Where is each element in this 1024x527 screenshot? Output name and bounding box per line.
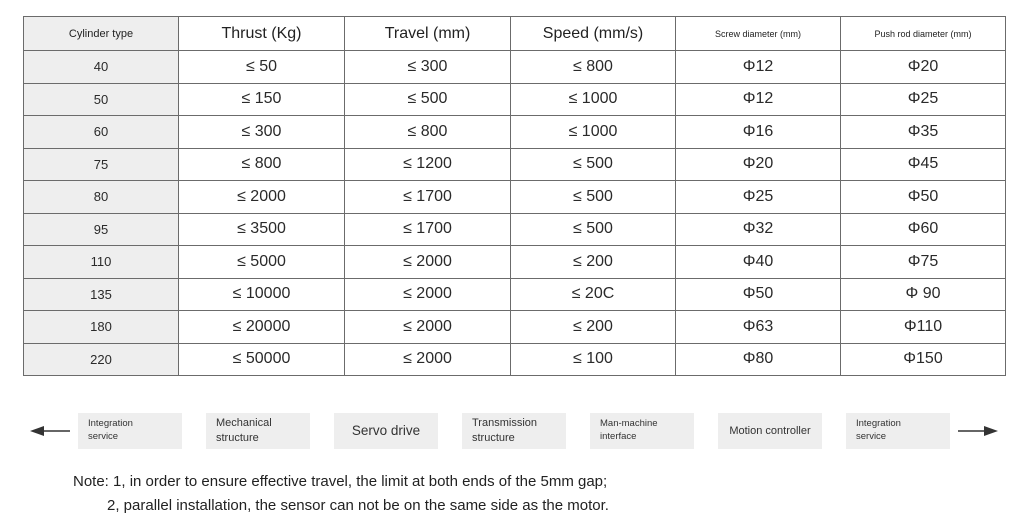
cell-cylinder-type: 80 bbox=[24, 181, 179, 214]
cell-speed: ≤ 1000 bbox=[511, 116, 676, 149]
cell-cylinder-type: 135 bbox=[24, 278, 179, 311]
header-travel: Travel (mm) bbox=[345, 17, 511, 51]
cell-cylinder-type: 50 bbox=[24, 83, 179, 116]
cell-travel: ≤ 1200 bbox=[345, 148, 511, 181]
cell-push-rod-diameter: Φ50 bbox=[841, 181, 1006, 214]
cell-cylinder-type: 110 bbox=[24, 246, 179, 279]
arrow-right-icon bbox=[958, 424, 998, 438]
cell-push-rod-diameter: Φ150 bbox=[841, 343, 1006, 376]
table-row bbox=[24, 116, 1006, 149]
cell-push-rod-diameter: Φ75 bbox=[841, 246, 1006, 279]
flow-item-integration-service-right: Integration service bbox=[846, 413, 950, 449]
flow-item-mechanical-structure: Mechanical structure bbox=[206, 413, 310, 449]
flow-item-man-machine-interface: Man-machine interface bbox=[590, 413, 694, 449]
table-row bbox=[24, 213, 1006, 246]
cell-thrust: ≤ 300 bbox=[179, 116, 345, 149]
cell-push-rod-diameter: Φ 90 bbox=[841, 278, 1006, 311]
table-row bbox=[24, 181, 1006, 214]
cell-speed: ≤ 800 bbox=[511, 51, 676, 84]
cell-push-rod-diameter: Φ35 bbox=[841, 116, 1006, 149]
cell-cylinder-type: 180 bbox=[24, 311, 179, 344]
cell-screw-diameter: Φ20 bbox=[676, 148, 841, 181]
cell-speed: ≤ 200 bbox=[511, 311, 676, 344]
cell-screw-diameter: Φ16 bbox=[676, 116, 841, 149]
cell-screw-diameter: Φ12 bbox=[676, 83, 841, 116]
cell-thrust: ≤ 20000 bbox=[179, 311, 345, 344]
table-row bbox=[24, 51, 1006, 84]
cell-travel: ≤ 1700 bbox=[345, 213, 511, 246]
specification-table bbox=[23, 16, 1006, 376]
cell-thrust: ≤ 150 bbox=[179, 83, 345, 116]
cell-thrust: ≤ 800 bbox=[179, 148, 345, 181]
cell-cylinder-type: 40 bbox=[24, 51, 179, 84]
cell-screw-diameter: Φ32 bbox=[676, 213, 841, 246]
cell-cylinder-type: 95 bbox=[24, 213, 179, 246]
cell-speed: ≤ 100 bbox=[511, 343, 676, 376]
cell-screw-diameter: Φ80 bbox=[676, 343, 841, 376]
table-row bbox=[24, 148, 1006, 181]
cell-thrust: ≤ 3500 bbox=[179, 213, 345, 246]
cell-travel: ≤ 300 bbox=[345, 51, 511, 84]
cell-push-rod-diameter: Φ60 bbox=[841, 213, 1006, 246]
note-line-1: Note: 1, in order to ensure effective travel, the limit at both ends of the 5mm gap; bbox=[73, 473, 608, 490]
table-row bbox=[24, 343, 1006, 376]
header-speed: Speed (mm/s) bbox=[511, 17, 676, 51]
cell-travel: ≤ 1700 bbox=[345, 181, 511, 214]
cell-speed: ≤ 200 bbox=[511, 246, 676, 279]
cell-screw-diameter: Φ63 bbox=[676, 311, 841, 344]
flow-item-integration-service-left: Integration service bbox=[78, 413, 182, 449]
table-row bbox=[24, 278, 1006, 311]
cell-speed: ≤ 500 bbox=[511, 181, 676, 214]
table-header-row bbox=[24, 17, 1006, 51]
cell-speed: ≤ 20C bbox=[511, 278, 676, 311]
header-cylinder-type: Cylinder type bbox=[24, 17, 179, 51]
cell-thrust: ≤ 2000 bbox=[179, 181, 345, 214]
cell-speed: ≤ 500 bbox=[511, 213, 676, 246]
cell-travel: ≤ 2000 bbox=[345, 311, 511, 344]
cell-travel: ≤ 2000 bbox=[345, 343, 511, 376]
header-thrust: Thrust (Kg) bbox=[179, 17, 345, 51]
cell-thrust: ≤ 5000 bbox=[179, 246, 345, 279]
flow-item-servo-drive: Servo drive bbox=[334, 413, 438, 449]
cell-thrust: ≤ 10000 bbox=[179, 278, 345, 311]
table-row bbox=[24, 83, 1006, 116]
arrow-left-icon bbox=[30, 424, 70, 438]
note bbox=[73, 470, 609, 518]
cell-cylinder-type: 60 bbox=[24, 116, 179, 149]
cell-push-rod-diameter: Φ25 bbox=[841, 83, 1006, 116]
cell-thrust: ≤ 50 bbox=[179, 51, 345, 84]
cell-screw-diameter: Φ40 bbox=[676, 246, 841, 279]
cell-speed: ≤ 1000 bbox=[511, 83, 676, 116]
cell-travel: ≤ 2000 bbox=[345, 278, 511, 311]
cell-travel: ≤ 500 bbox=[345, 83, 511, 116]
cell-push-rod-diameter: Φ110 bbox=[841, 311, 1006, 344]
cell-speed: ≤ 500 bbox=[511, 148, 676, 181]
table-row bbox=[24, 311, 1006, 344]
cell-cylinder-type: 220 bbox=[24, 343, 179, 376]
cell-cylinder-type: 75 bbox=[24, 148, 179, 181]
cell-push-rod-diameter: Φ20 bbox=[841, 51, 1006, 84]
note-line-2: 2, parallel installation, the sensor can not be on the same side as the motor. bbox=[107, 497, 609, 514]
table-body bbox=[24, 51, 1006, 376]
header-push-rod-diameter: Push rod diameter (mm) bbox=[841, 17, 1006, 51]
table-row bbox=[24, 246, 1006, 279]
cell-screw-diameter: Φ12 bbox=[676, 51, 841, 84]
cell-travel: ≤ 800 bbox=[345, 116, 511, 149]
cell-screw-diameter: Φ25 bbox=[676, 181, 841, 214]
cell-push-rod-diameter: Φ45 bbox=[841, 148, 1006, 181]
cell-screw-diameter: Φ50 bbox=[676, 278, 841, 311]
flow-item-transmission-structure: Transmission structure bbox=[462, 413, 566, 449]
service-flow bbox=[0, 413, 1024, 453]
cell-travel: ≤ 2000 bbox=[345, 246, 511, 279]
flow-item-motion-controller: Motion controller bbox=[718, 413, 822, 449]
header-screw-diameter: Screw diameter (mm) bbox=[676, 17, 841, 51]
cell-thrust: ≤ 50000 bbox=[179, 343, 345, 376]
